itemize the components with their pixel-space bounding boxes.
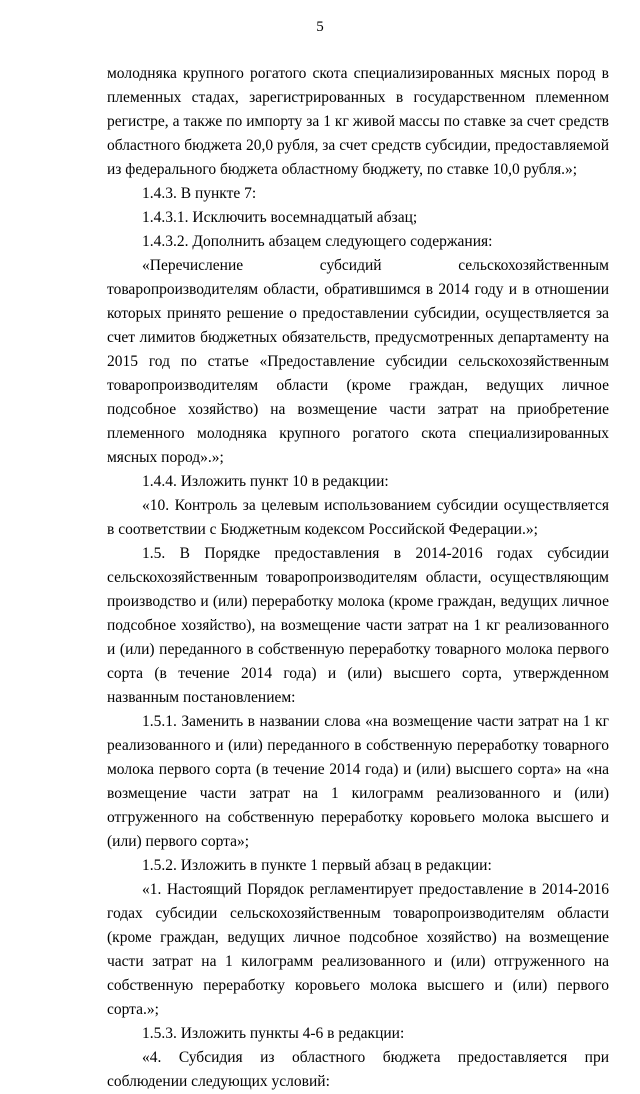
paragraph-continuation: молодняка крупного рогатого скота специализированных мясных пород в племенных стадах, зарегистрированных в государственном племенном регистре, а также по импорту за 1 кг живой массы по ставке за счет средств областного бюджета 20,0 рубля, за счет средств субсидии, предоставляемой из федерального бюджета областному бюджету, по ставке 10,0 рубля.»; — [107, 65, 609, 178]
paragraph-quote-subsidies: «Перечисление субсидий сельскохозяйственным товаропроизводителям области, обратившимся в 2014 году и в отношении которых принято решение о предоставлении субсидии, осуществляется за счет лимитов бюджетных обязательств, предусмотренных департаменту на 2015 год по статье «Предоставление субсидии сельскохозяйственным товаропроизводителям области (кроме граждан, ведущих личное подсобное хозяйство) на возмещение части затрат на приобретение племенного молодняка крупного рогатого скота специализированных мясных пород».»; — [107, 257, 609, 466]
page-number: 5 — [316, 19, 324, 35]
document-body — [107, 62, 609, 1094]
paragraph-1-5: 1.5. В Порядке предоставления в 2014-2016 годах субсидии сельскохозяйственным товаропроизводителям области, осуществляющим производство и (или) переработку молока (кроме граждан, ведущих личное подсобное хозяйство), на возмещение части затрат на 1 кг реализованного и (или) переданного в собственную переработку товарного молока первого сорта (в течение 2014 года) и (или) высшего сорта, утвержденном названным постановлением: — [107, 545, 609, 706]
paragraph-1-5-2: 1.5.2. Изложить в пункте 1 первый абзац в редакции: — [142, 857, 492, 874]
paragraph-1-4-3-2: 1.4.3.2. Дополнить абзацем следующего содержания: — [142, 233, 493, 250]
paragraph-quote-procedure: «1. Настоящий Порядок регламентирует предоставление в 2014-2016 годах субсидии сельскохозяйственным товаропроизводителям области (кроме граждан, ведущих личное подсобное хозяйство) на возмещение части затрат на 1 килограмм реализованного и (или) отгруженного на собственную переработку коровьего молока высшего и (или) первого сорта.»; — [107, 881, 609, 1018]
paragraph-1-4-4: 1.4.4. Изложить пункт 10 в редакции: — [142, 473, 389, 490]
paragraph-1-4-3-1: 1.4.3.1. Исключить восемнадцатый абзац; — [142, 209, 418, 226]
paragraph-1-4-3: 1.4.3. В пункте 7: — [142, 185, 257, 202]
paragraph-1-5-3: 1.5.3. Изложить пункты 4-6 в редакции: — [142, 1025, 405, 1042]
paragraph-quote-control: «10. Контроль за целевым использованием субсидии осуществляется в соответствии с Бюджетным кодексом Российской Федерации.»; — [107, 497, 609, 538]
paragraph-quote-conditions: «4. Субсидия из областного бюджета предоставляется при соблюдении следующих условий: — [107, 1049, 609, 1090]
paragraph-1-5-1: 1.5.1. Заменить в названии слова «на возмещение части затрат на 1 кг реализованного и (или) переданного в собственную переработку товарного молока первого сорта (в течение 2014 года) и (или) высшего сорта» на «на возмещение части затрат на 1 килограмм реализованного и (или) отгруженного на собственную переработку коровьего молока высшего и (или) первого сорта»; — [107, 713, 609, 850]
